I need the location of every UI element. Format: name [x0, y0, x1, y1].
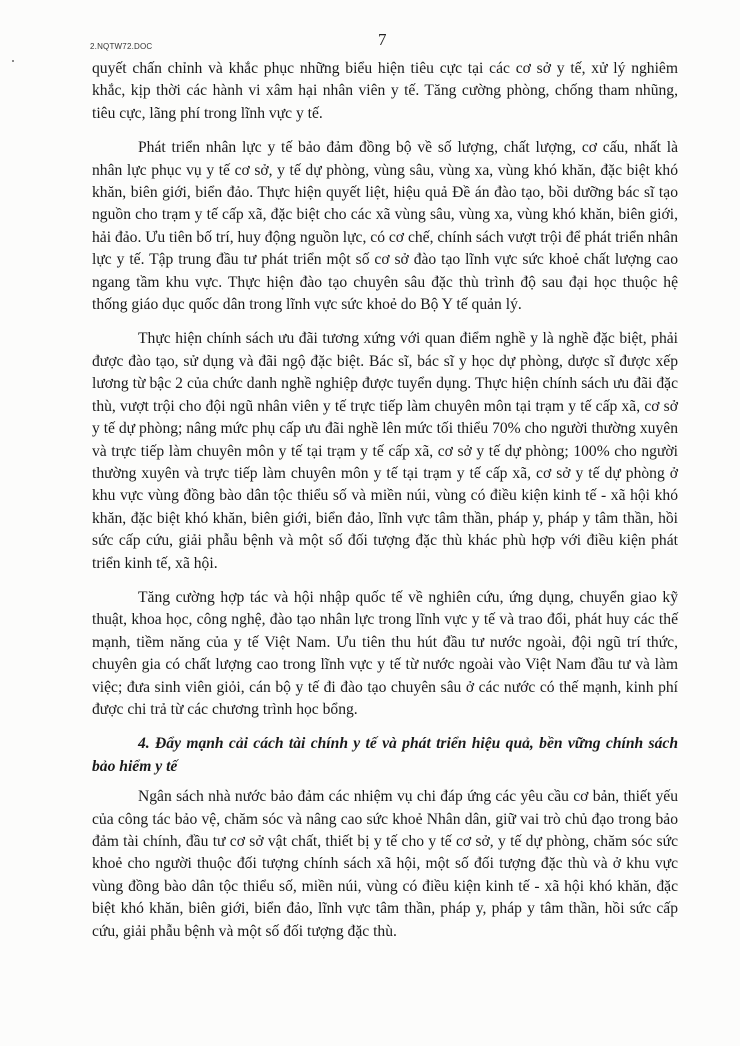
file-label: 2.NQTW72.DOC	[90, 42, 153, 51]
scan-speck	[12, 60, 14, 62]
section-heading-4: 4. Đẩy mạnh cải cách tài chính y tế và phát triển hiệu quả, bền vững chính sách bảo hiểm y tế	[92, 735, 678, 775]
paragraph-continuation: quyết chấn chỉnh và khắc phục những biểu hiện tiêu cực tại các cơ sở y tế, xử lý nghiêm khắc, kịp thời các hành vi xâm hại nhân viên y tế. Tăng cường phòng, chống tham nhũng, tiêu cực, lãng phí trong lĩnh vực y tế.	[92, 60, 678, 122]
page-number: 7	[378, 30, 387, 49]
paragraph-international-cooperation: Tăng cường hợp tác và hội nhập quốc tế về nghiên cứu, ứng dụng, chuyển giao kỹ thuật, khoa học, công nghệ, đào tạo nhân lực trong lĩnh vực y tế và trao đổi, phát huy các thế mạnh, tiềm năng của y tế Việt Nam. Ưu tiên thu hút đầu tư nước ngoài, đội ngũ trí thức, chuyên gia có chất lượng cao trong lĩnh vực y tế từ nước ngoài vào Việt Nam đầu tư và làm việc; đưa sinh viên giỏi, cán bộ y tế đi đào tạo chuyên sâu ở các nước có thế mạnh, kinh phí được chi trả từ các chương trình học bổng.	[92, 588, 678, 718]
paragraph-preferential-policy: Thực hiện chính sách ưu đãi tương xứng với quan điểm nghề y là nghề đặc biệt, phải được đào tạo, sử dụng và đãi ngộ đặc biệt. Bác sĩ, bác sĩ y học dự phòng, dược sĩ được xếp lương từ bậc 2 của chức danh nghề nghiệp được tuyển dụng. Thực hiện chính sách ưu đãi đặc thù, vượt trội cho đội ngũ nhân viên y tế trực tiếp làm chuyên môn tại trạm y tế cấp xã, cơ sở y tế dự phòng; nâng mức phụ cấp ưu đãi nghề lên mức tối thiểu 70% cho người thường xuyên và trực tiếp làm chuyên môn y tế tại trạm y tế cấp xã, cơ sở y tế dự phòng; 100% cho người thường xuyên và trực tiếp làm chuyên môn y tế tại trạm y tế cấp xã, cơ sở y tế dự phòng ở khu vực vùng đồng bào dân tộc thiểu số và miền núi, vùng có điều kiện kinh tế - xã hội khó khăn, đặc biệt khó khăn, biên giới, biển đảo, lĩnh vực tâm thần, pháp y, pháp y tâm thần, hồi sức cấp cứu, giải phẫu bệnh và một số đối tượng đặc thù khác phù hợp với điều kiện phát triển kinh tế, xã hội.	[92, 330, 678, 572]
paragraph-human-resources: Phát triển nhân lực y tế bảo đảm đồng bộ về số lượng, chất lượng, cơ cấu, nhất là nhân lực phục vụ y tế cơ sở, y tế dự phòng, vùng sâu, vùng xa, vùng khó khăn, đặc biệt khó khăn, biên giới, biển đảo. Thực hiện quyết liệt, hiệu quả Đề án đào tạo, bồi dưỡng bác sĩ tạo nguồn cho trạm y tế cấp xã, đặc biệt cho các xã vùng sâu, vùng xa, vùng khó khăn, biên giới, hải đảo. Ưu tiên bố trí, huy động nguồn lực, có cơ chế, chính sách vượt trội để phát triển nhân lực y tế. Tập trung đầu tư phát triển một số cơ sở đào tạo lĩnh vực sức khoẻ chất lượng cao ngang tầm khu vực. Thực hiện đào tạo chuyên sâu đặc thù trình độ sau đại học thuộc hệ thống giáo dục quốc dân trong lĩnh vực sức khoẻ do Bộ Y tế quản lý.	[92, 139, 678, 314]
paragraph-state-budget: Ngân sách nhà nước bảo đảm các nhiệm vụ chi đáp ứng các yêu cầu cơ bản, thiết yếu của công tác bảo vệ, chăm sóc và nâng cao sức khoẻ Nhân dân, giữ vai trò chủ đạo trong bảo đảm tài chính, đầu tư cơ sở vật chất, thiết bị y tế cho y tế cơ sở, y tế dự phòng, chăm sóc sức khoẻ cho người thuộc đối tượng chính sách xã hội, một số đối tượng đặc thù và ở khu vực vùng đồng bào dân tộc thiểu số, miền núi, vùng có điều kiện kinh tế - xã hội khó khăn, đặc biệt khó khăn, biên giới, biển đảo, lĩnh vực tâm thần, pháp y, pháp y tâm thần, hồi sức cấp cứu, giải phẫu bệnh và một số đối tượng đặc thù.	[92, 788, 678, 940]
document-body	[92, 58, 678, 955]
